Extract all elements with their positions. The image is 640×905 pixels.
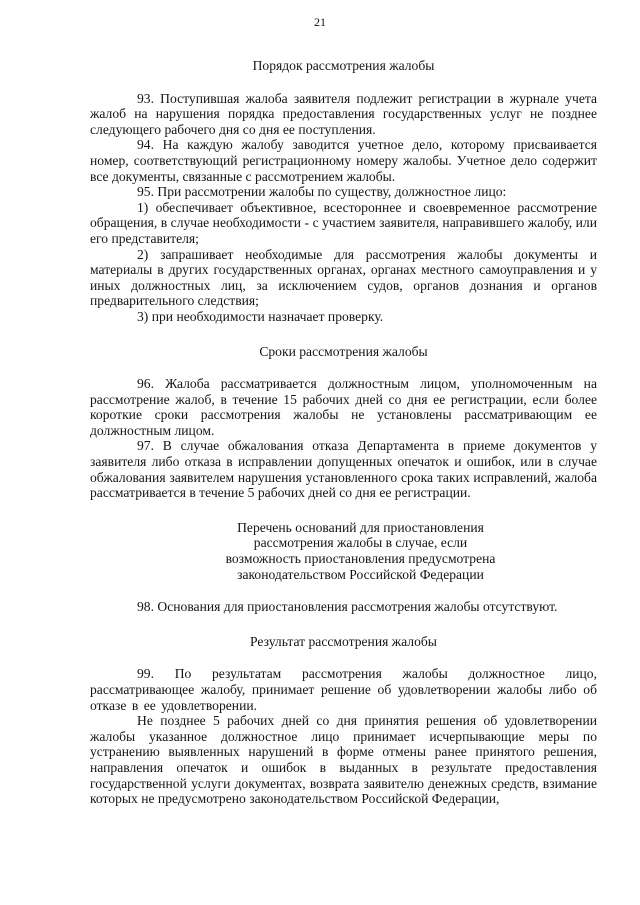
- paragraph-94: 94. На каждую жалобу заводится учетное дело, которому присваивается номер, соответствующий регистрационному номеру жалобы. Учетное дело содержит все документы, связанные с рассмотрением жалобы.: [90, 137, 597, 184]
- paragraph-95-item-3: 3) при необходимости назначает проверку.: [137, 308, 384, 324]
- section-heading-suspension-grounds: [90, 520, 597, 582]
- paragraph-95-item-1: 1) обеспечивает объективное, всестороннее и своевременное рассмотрение обращения, в случае необходимости - с участием заявителя, направившего жалобу, или его представителя;: [90, 199, 597, 246]
- document-body: [90, 58, 597, 807]
- heading-line: Перечень оснований для приостановления: [237, 519, 484, 535]
- paragraph-99-continued: Не позднее 5 рабочих дней со дня принятия решения об удовлетворении жалобы указанное должностное лицо принимает исчерпывающие меры по устранению выявленных нарушений в форме отмены ранее принятого решения, направления опечаток и ошибок в выданных в результате предоставления государственной услуги документах, возврата заявителю денежных средств, взимание которых не предусмотрено законодательством Российской Федерации,: [90, 713, 597, 807]
- section-heading-review-procedure: Порядок рассмотрения жалобы: [252, 58, 435, 73]
- heading-line: рассмотрения жалобы в случае, если: [253, 535, 468, 551]
- paragraph-96: 96. Жалоба рассматривается должностным лицом, уполномоченным на рассмотрение жалоб, в течение 15 рабочих дней со дня ее регистрации, если более короткие сроки рассмотрения жалобы не установлены рассматривающим ее должностным лицом.: [90, 376, 597, 438]
- paragraph-93: 93. Поступившая жалоба заявителя подлежит регистрации в журнале учета жалоб на нарушения порядка предоставления государственных услуг не позднее следующего рабочего дня со дня ее поступления.: [90, 90, 597, 137]
- page-number: 21: [314, 15, 326, 29]
- paragraph-97: 97. В случае обжалования отказа Департамента в приеме документов у заявителя либо отказа в исправлении допущенных опечаток и ошибок, или в случае обжалования заявителем нарушения установленного срока таких исправлений, жалоба рассматривается в течение 5 рабочих дней со дня ее регистрации.: [90, 438, 597, 501]
- heading-line: возможность приостановления предусмотрена: [225, 551, 496, 567]
- section-heading-review-result: Результат рассмотрения жалобы: [250, 633, 437, 649]
- paragraph-95: 95. При рассмотрении жалобы по существу, должностное лицо:: [137, 184, 507, 200]
- paragraph-95-item-2: 2) запрашивает необходимые для рассмотрения жалобы документы и материалы в других государственных органах, органах местного самоуправления и у иных должностных лиц, за исключением судов, органов дознания и органов предварительного следствия;: [90, 246, 597, 309]
- paragraph-98: 98. Основания для приостановления рассмотрения жалобы отсутствуют.: [137, 599, 558, 615]
- paragraph-99: 99. По результатам рассмотрения жалобы должностное лицо, рассматривающее жалобу, принимает решение об удовлетворении жалобы либо об отказе в ее удовлетворении.: [90, 666, 597, 713]
- section-heading-review-terms: Сроки рассмотрения жалобы: [259, 343, 428, 359]
- heading-line: законодательством Российской Федерации: [237, 566, 484, 582]
